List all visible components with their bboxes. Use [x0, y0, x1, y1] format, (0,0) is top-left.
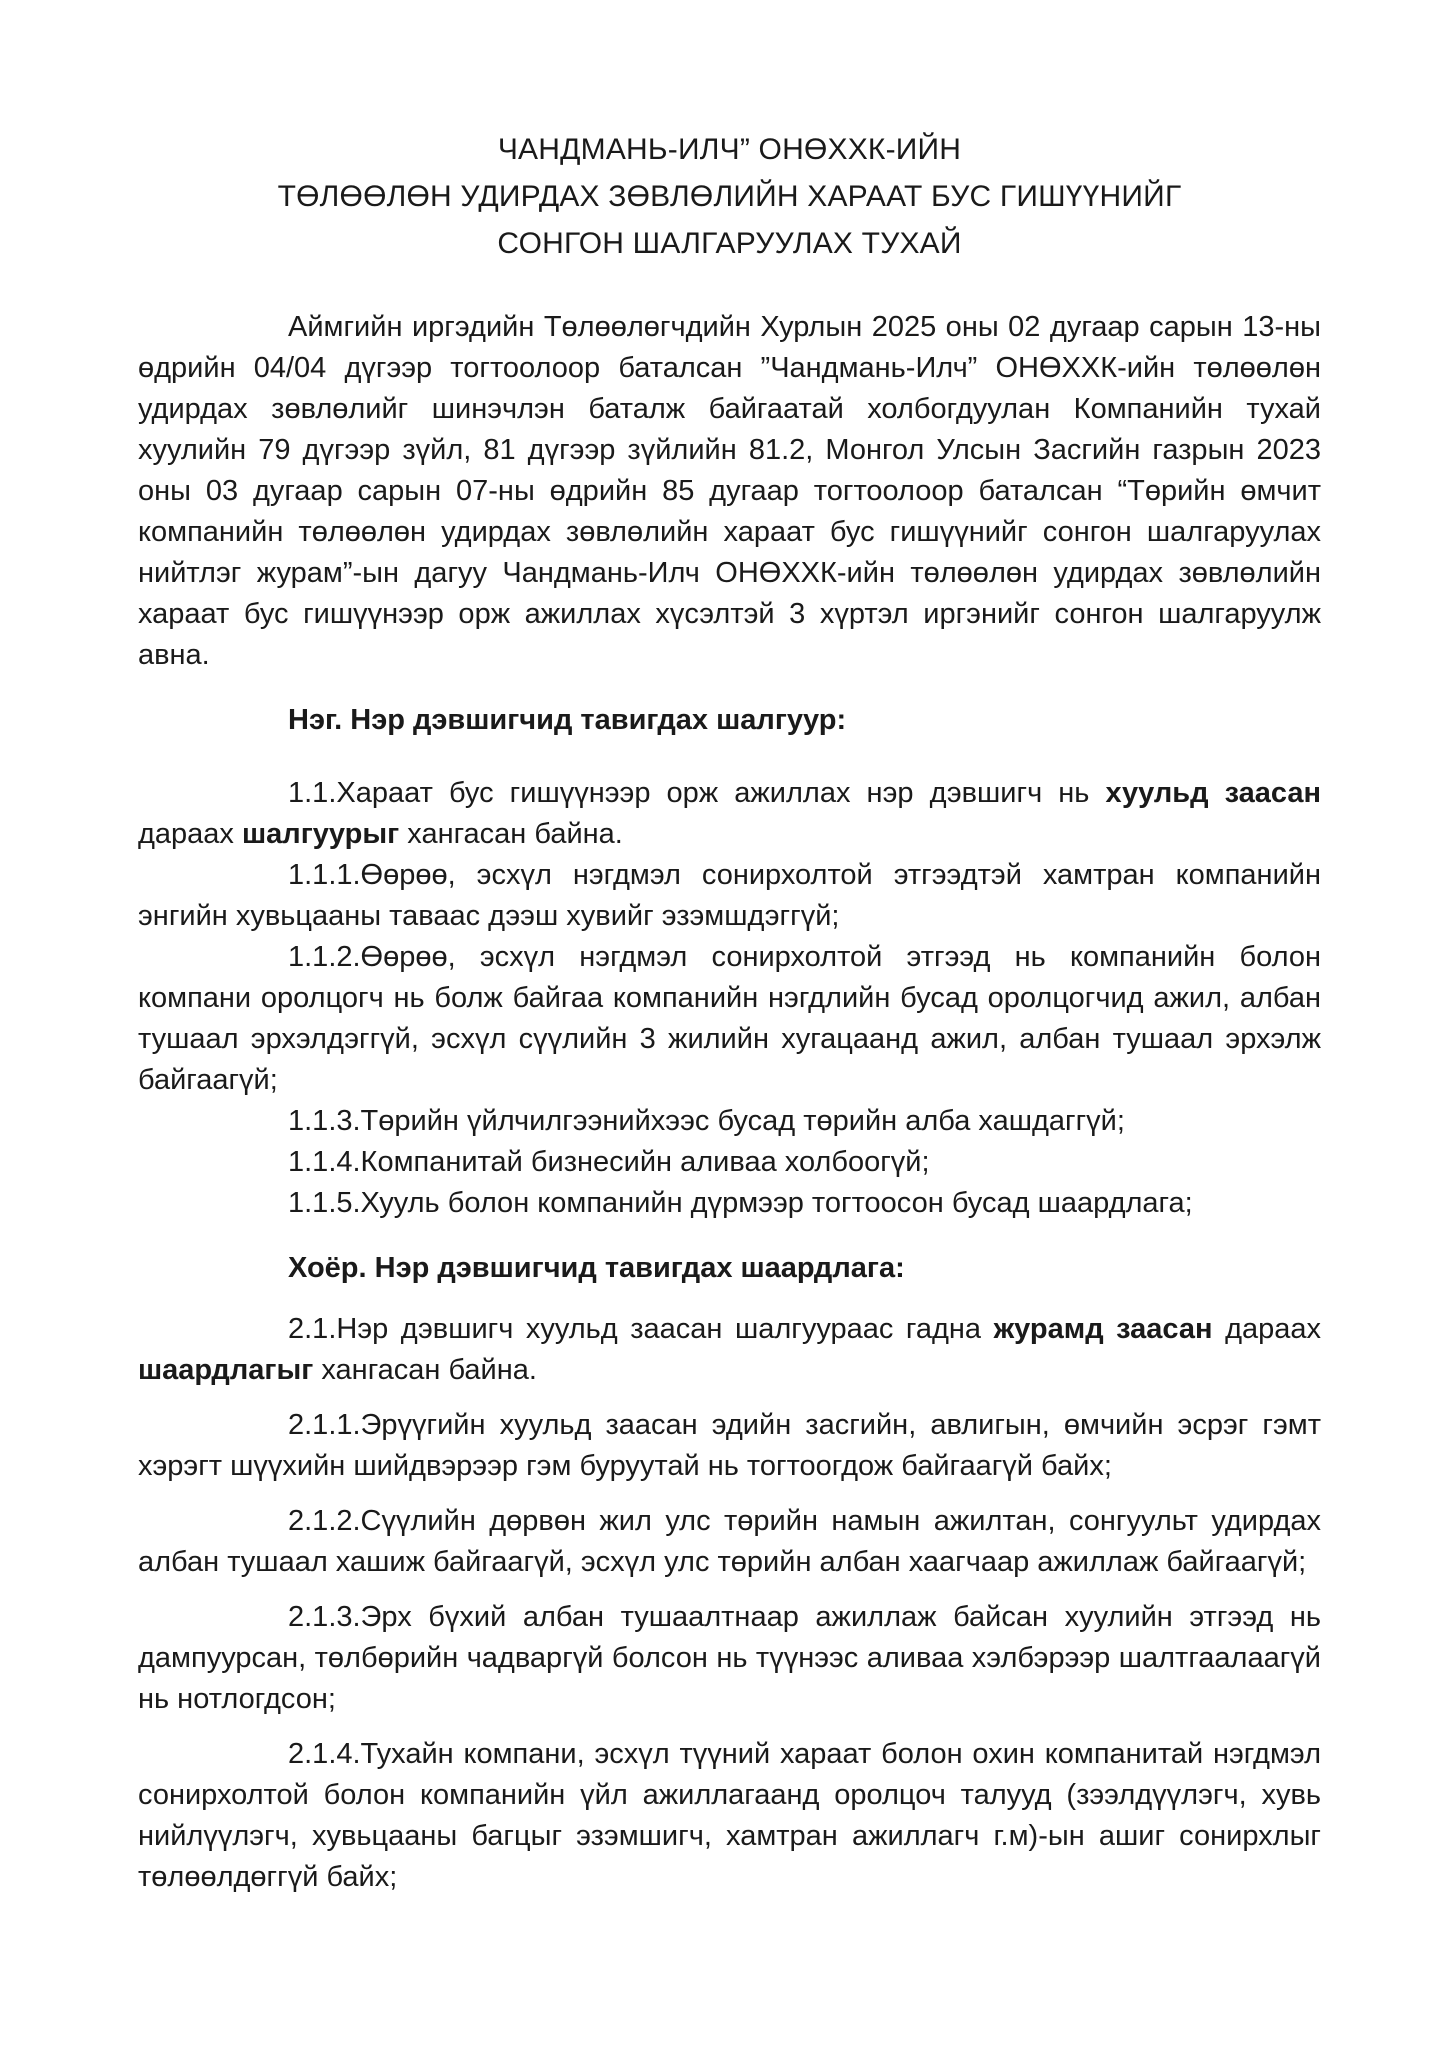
text-run: хангасан байна. [399, 818, 623, 850]
title-line-2: ТӨЛӨӨЛӨН УДИРДАХ ЗӨВЛӨЛИЙН ХАРААТ БУС ГИШҮҮНИЙГ [277, 180, 1182, 213]
clause-2-1 [138, 1309, 1321, 1391]
text-run: 2.1.Нэр дэвшигч хуульд заасан шалгуураас гадна [288, 1313, 994, 1345]
section-one-heading: Нэг. Нэр дэвшигчид тавигдах шалгуур: [288, 704, 847, 736]
title-line-1: ЧАНДМАНЬ-ИЛЧ” ОНӨХХК-ИЙН [497, 133, 962, 166]
clause-1-1-3: 1.1.3.Төрийн үйлчилгээнийхээс бусад төрийн алба хашдаггүй; [288, 1105, 1125, 1137]
clause-2-1-2: 2.1.2.Сүүлийн дөрвөн жил улс төрийн намын ажилтан, сонгуульт удирдах албан тушаал хашиж байгаагүй, эсхүл улс төрийн албан хаагчаар ажиллаж байгаагүй; [138, 1505, 1321, 1578]
text-run: хангасан байна. [313, 1354, 537, 1386]
bold-text-run: хуульд заасан [1105, 777, 1321, 809]
bold-text-run: шалгуурыг [242, 818, 400, 850]
clause-1-1-2: 1.1.2.Өөрөө, эсхүл нэгдмэл сонирхолтой этгээд нь компанийн болон компани оролцогч нь болж байгаа компанийн нэгдлийн бусад оролцогчид ажил, албан тушаал эрхэлдэггүй, эсхүл сүүлийн 3 жилийн хугацаанд ажил, албан тушаал эрхэлж байгаагүй; [138, 941, 1321, 1096]
clause-1-1-4: 1.1.4.Компанитай бизнесийн аливаа холбоогүй; [288, 1146, 930, 1178]
clause-2-1-1: 2.1.1.Эрүүгийн хуульд заасан эдийн засгийн, авлигын, өмчийн эсрэг гэмт хэрэгт шүүхийн шийдвэрээр гэм буруутай нь тогтоогдож байгаагүй байх; [138, 1409, 1321, 1482]
bold-text-run: шаардлагыг [138, 1354, 314, 1386]
clause-1-1-5: 1.1.5.Хууль болон компанийн дүрмээр тогтоосон бусад шаардлага; [288, 1187, 1193, 1219]
document-title [138, 126, 1321, 267]
text-run: дараах [138, 818, 242, 850]
title-line-3: СОНГОН ШАЛГАРУУЛАХ ТУХАЙ [497, 227, 962, 260]
clause-1-1 [138, 773, 1321, 855]
bold-text-run: журамд заасан [993, 1313, 1213, 1345]
intro-paragraph: Аймгийн иргэдийн Төлөөлөгчдийн Хурлын 2025 оны 02 дугаар сарын 13-ны өдрийн 04/04 дүгээр тогтоолоор баталсан ”Чандмань-Илч” ОНӨХХК-ийн төлөөлөн удирдах зөвлөлийг шинэчлэн баталж байгаатай холбогдуулан Компанийн тухай хуулийн 79 дүгээр зүйл, 81 дүгээр зүйлийн 81.2, Монгол Улсын Засгийн газрын 2023 оны 03 дугаар сарын 07-ны өдрийн 85 дугаар тогтоолоор баталсан “Төрийн өмчит компанийн төлөөлөн удирдах зөвлөлийн хараат бус гишүүнийг сонгон шалгаруулах нийтлэг журам”-ын дагуу Чандмань-Илч ОНӨХХК-ийн төлөөлөн удирдах зөвлөлийн хараат бус гишүүнээр орж ажиллах хүсэлтэй 3 хүртэл иргэнийг сонгон шалгаруулж авна. [138, 311, 1321, 671]
clause-2-1-3: 2.1.3.Эрх бүхий албан тушаалтнаар ажиллаж байсан хуулийн этгээд нь дампуурсан, төлбөрийн чадваргүй болсон нь түүнээс аливаа хэлбэрээр шалтгаалаагүй нь нотлогдсон; [138, 1601, 1321, 1715]
text-run: дараах [1212, 1313, 1322, 1345]
clause-2-1-4: 2.1.4.Тухайн компани, эсхүл түүний хараат болон охин компанитай нэгдмэл сонирхолтой болон компанийн үйл ажиллагаанд оролцоч талууд (зээлдүүлэгч, хувь нийлүүлэгч, хувьцааны багцыг эзэмшигч, хамтран ажиллагч г.м)-ын ашиг сонирхлыг төлөөлдөггүй байх; [138, 1738, 1321, 1893]
section-two-heading: Хоёр. Нэр дэвшигчид тавигдах шаардлага: [288, 1252, 905, 1284]
clause-1-1-1: 1.1.1.Өөрөө, эсхүл нэгдмэл сонирхолтой этгээдтэй хамтран компанийн энгийн хувьцааны таваас дээш хувийг эзэмшдэггүй; [138, 859, 1321, 932]
text-run: 1.1.Хараат бус гишүүнээр орж ажиллах нэр дэвшигч нь [288, 777, 1106, 809]
